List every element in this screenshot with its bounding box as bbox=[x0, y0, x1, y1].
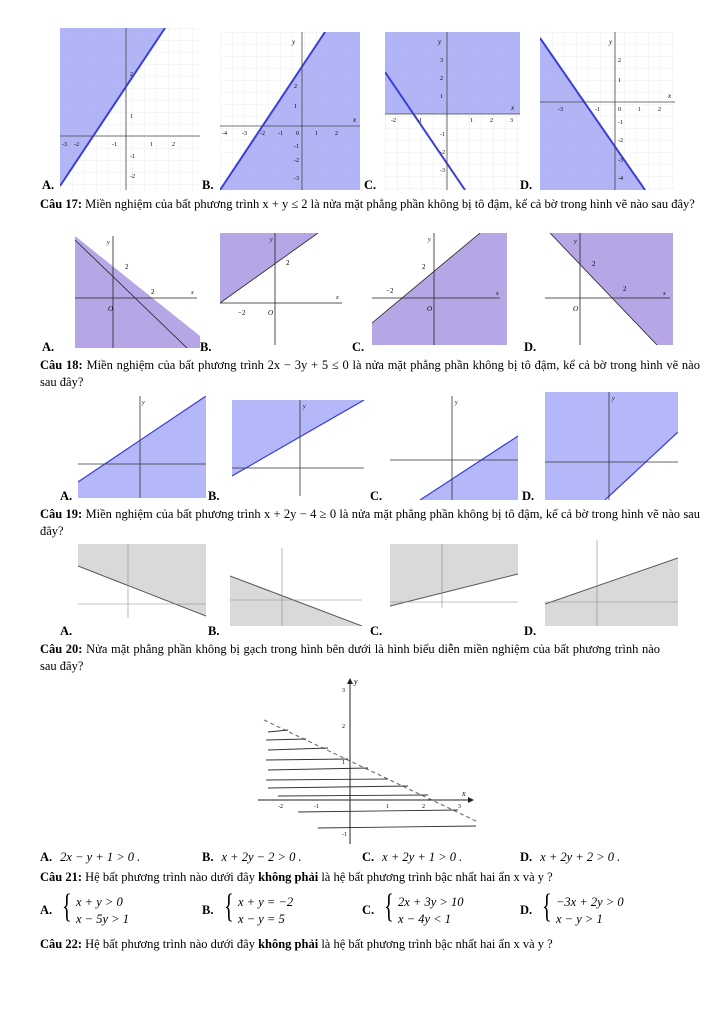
question-21-text-bold: không phải bbox=[258, 870, 319, 884]
svg-text:2: 2 bbox=[130, 72, 133, 78]
q19-label-a: A. bbox=[60, 624, 73, 638]
svg-text:2: 2 bbox=[125, 263, 129, 271]
question-17 bbox=[40, 196, 700, 213]
svg-text:-1: -1 bbox=[417, 118, 422, 124]
svg-text:y: y bbox=[428, 237, 431, 243]
svg-text:2: 2 bbox=[490, 118, 493, 124]
q20-answer-b-text: x + 2y − 2 > 0 . bbox=[221, 850, 302, 864]
svg-text:y: y bbox=[292, 38, 296, 46]
q17-label-d: D. bbox=[524, 340, 537, 354]
svg-text:y: y bbox=[303, 404, 306, 410]
svg-text:-4: -4 bbox=[618, 176, 623, 182]
svg-text:-3: -3 bbox=[440, 168, 445, 174]
svg-text:0: 0 bbox=[618, 107, 621, 113]
question-22-text-bold: không phải bbox=[258, 937, 319, 951]
graph-q19-c bbox=[390, 544, 518, 608]
svg-text:-1: -1 bbox=[130, 154, 135, 160]
graph-q18-a bbox=[78, 396, 206, 498]
graph-q17-b bbox=[220, 233, 345, 345]
row1-label-d: D. bbox=[520, 178, 533, 192]
svg-text:3: 3 bbox=[458, 804, 461, 810]
svg-text:-2: -2 bbox=[618, 138, 623, 144]
question-22-text-pre: Hệ bất phương trình nào dưới đây bbox=[85, 937, 255, 951]
question-20-label: Câu 20: bbox=[40, 642, 83, 656]
q21-answer-b bbox=[202, 888, 362, 930]
svg-text:y: y bbox=[354, 677, 358, 686]
svg-text:y: y bbox=[574, 239, 577, 245]
svg-text:1: 1 bbox=[315, 131, 318, 137]
q20-answer-c-label: C. bbox=[362, 850, 375, 864]
q18-label-a: A. bbox=[60, 489, 73, 503]
svg-text:2: 2 bbox=[618, 58, 621, 64]
question-21-text-pre: Hệ bất phương trình nào dưới đây bbox=[85, 870, 255, 884]
brace-icon: { bbox=[542, 888, 552, 925]
q21-answer-b-label: B. bbox=[202, 903, 214, 917]
question-18-text: Miền nghiệm của bất phương trình 2x − 3y + 5 ≤ 0 là nửa mặt phẳng phần không bị tô đậm, kể cả bờ trong hình vẽ nào sau đây? bbox=[40, 358, 700, 389]
svg-text:x: x bbox=[462, 789, 466, 798]
svg-text:-1: -1 bbox=[314, 804, 319, 810]
svg-text:-2: -2 bbox=[260, 131, 265, 137]
q20-answer-d-text: x + 2y + 2 > 0 . bbox=[540, 850, 621, 864]
q21-c-line2: x − 4y < 1 bbox=[398, 912, 451, 926]
q19-label-d: D. bbox=[524, 624, 537, 638]
q21-system-b bbox=[224, 888, 354, 930]
svg-text:2: 2 bbox=[151, 288, 155, 296]
svg-text:3: 3 bbox=[342, 688, 345, 694]
question-19 bbox=[40, 506, 700, 540]
svg-text:−2: −2 bbox=[386, 287, 394, 295]
svg-text:-2: -2 bbox=[278, 804, 283, 810]
q18-label-c: C. bbox=[370, 489, 383, 503]
svg-text:2: 2 bbox=[592, 260, 596, 268]
svg-text:x: x bbox=[191, 290, 194, 296]
q21-c-line1: 2x + 3y > 10 bbox=[398, 895, 464, 909]
svg-text:1: 1 bbox=[342, 760, 345, 766]
q21-d-line1: −3x + 2y > 0 bbox=[556, 895, 624, 909]
q20-answer-c bbox=[362, 850, 462, 865]
svg-text:2: 2 bbox=[658, 107, 661, 113]
q21-answer-c bbox=[362, 888, 522, 930]
q20-answer-a bbox=[40, 850, 140, 865]
svg-text:1: 1 bbox=[440, 94, 443, 100]
q21-system-c bbox=[384, 888, 514, 930]
svg-text:-2: -2 bbox=[391, 118, 396, 124]
svg-text:O: O bbox=[427, 305, 433, 313]
svg-text:y: y bbox=[107, 240, 110, 246]
graph-q20 bbox=[258, 676, 480, 846]
q21-answer-c-label: C. bbox=[362, 903, 375, 917]
svg-text:-4: -4 bbox=[222, 131, 227, 137]
brace-icon: { bbox=[384, 888, 394, 925]
svg-text:-1: -1 bbox=[112, 142, 117, 148]
question-20 bbox=[40, 641, 660, 675]
svg-text:1: 1 bbox=[130, 114, 133, 120]
row1-label-a: A. bbox=[42, 178, 55, 192]
graph-row1-a bbox=[60, 28, 200, 190]
svg-text:x: x bbox=[511, 104, 515, 112]
q20-answer-d-label: D. bbox=[520, 850, 533, 864]
svg-text:1: 1 bbox=[150, 142, 153, 148]
svg-text:-3: -3 bbox=[558, 107, 563, 113]
svg-text:2: 2 bbox=[422, 804, 425, 810]
svg-text:y: y bbox=[455, 400, 458, 406]
svg-text:3: 3 bbox=[510, 118, 513, 124]
svg-text:-2: -2 bbox=[294, 158, 299, 164]
svg-text:y: y bbox=[612, 396, 615, 402]
question-18 bbox=[40, 357, 700, 391]
svg-text:-3: -3 bbox=[62, 142, 67, 148]
q21-a-line2: x − 5y > 1 bbox=[76, 912, 129, 926]
svg-text:x: x bbox=[336, 295, 339, 301]
q21-b-line1: x + y = −2 bbox=[238, 895, 294, 909]
svg-text:x: x bbox=[353, 116, 357, 124]
svg-text:-2: -2 bbox=[130, 174, 135, 180]
svg-text:1: 1 bbox=[386, 804, 389, 810]
q21-answer-d-label: D. bbox=[520, 903, 533, 917]
svg-text:-3: -3 bbox=[618, 158, 623, 164]
graph-row1-c bbox=[385, 32, 520, 190]
q19-label-c: C. bbox=[370, 624, 383, 638]
svg-text:O: O bbox=[108, 305, 114, 313]
svg-text:1: 1 bbox=[294, 104, 297, 110]
svg-text:y: y bbox=[270, 237, 273, 243]
q19-label-b: B. bbox=[208, 624, 220, 638]
q17-label-a: A. bbox=[42, 340, 55, 354]
q20-answer-a-text: 2x − y + 1 > 0 . bbox=[60, 850, 141, 864]
question-22-label: Câu 22: bbox=[40, 937, 83, 951]
graph-q17-c bbox=[372, 233, 507, 345]
question-18-label: Câu 18: bbox=[40, 358, 83, 372]
question-21-text-post: là hệ bất phương trình bậc nhất hai ẩn x và y ? bbox=[321, 870, 553, 884]
q21-answer-a bbox=[40, 888, 210, 930]
svg-text:1: 1 bbox=[470, 118, 473, 124]
svg-text:2: 2 bbox=[172, 142, 175, 148]
q20-answer-b-label: B. bbox=[202, 850, 214, 864]
svg-text:2: 2 bbox=[440, 76, 443, 82]
q21-system-d bbox=[542, 888, 682, 930]
graph-q17-a bbox=[75, 236, 200, 348]
svg-text:x: x bbox=[496, 291, 499, 297]
q20-answer-a-label: A. bbox=[40, 850, 53, 864]
q21-system-a bbox=[62, 888, 202, 930]
svg-text:1: 1 bbox=[638, 107, 641, 113]
question-21-label: Câu 21: bbox=[40, 870, 83, 884]
svg-text:−2: −2 bbox=[238, 309, 246, 317]
svg-text:x: x bbox=[668, 92, 672, 100]
question-19-text: Miền nghiệm của bất phương trình x + 2y − 4 ≥ 0 là nửa mặt phẳng phần không bị tô đậm, kể cả bờ trong hình vẽ nào sau đây? bbox=[40, 507, 700, 538]
svg-text:y: y bbox=[609, 38, 613, 46]
svg-text:-2: -2 bbox=[74, 142, 79, 148]
svg-text:1: 1 bbox=[618, 78, 621, 84]
q17-label-c: C. bbox=[352, 340, 365, 354]
graph-q18-b bbox=[232, 400, 364, 496]
q21-b-line2: x − y = 5 bbox=[238, 912, 285, 926]
question-19-label: Câu 19: bbox=[40, 507, 83, 521]
question-22 bbox=[40, 936, 700, 953]
svg-text:2: 2 bbox=[342, 724, 345, 730]
q21-answer-d bbox=[520, 888, 690, 930]
question-17-text: Miền nghiệm của bất phương trình x + y ≤ 2 là nửa mặt phẳng phần không bị tô đậm, kể cả bờ trong hình vẽ nào sau đây? bbox=[85, 197, 695, 211]
graph-q17-d bbox=[545, 233, 673, 345]
q21-d-line2: x − y > 1 bbox=[556, 912, 603, 926]
svg-text:-1: -1 bbox=[294, 144, 299, 150]
graph-row1-d bbox=[540, 32, 675, 190]
svg-text:-3: -3 bbox=[242, 131, 247, 137]
graph-q19-b bbox=[230, 548, 362, 626]
question-21 bbox=[40, 869, 700, 886]
svg-text:-2: -2 bbox=[440, 150, 445, 156]
q17-label-b: B. bbox=[200, 340, 212, 354]
svg-text:-3: -3 bbox=[294, 176, 299, 182]
graph-row1-b bbox=[220, 32, 360, 190]
q20-answer-d bbox=[520, 850, 620, 865]
svg-text:2: 2 bbox=[422, 263, 426, 271]
question-17-label: Câu 17: bbox=[40, 197, 83, 211]
question-22-text-post: là hệ bất phương trình bậc nhất hai ẩn x và y ? bbox=[321, 937, 553, 951]
svg-text:2: 2 bbox=[335, 131, 338, 137]
q20-answer-c-text: x + 2y + 1 > 0 . bbox=[382, 850, 463, 864]
row1-label-c: C. bbox=[364, 178, 377, 192]
svg-text:2: 2 bbox=[623, 285, 627, 293]
brace-icon: { bbox=[224, 888, 234, 925]
svg-text:3: 3 bbox=[440, 58, 443, 64]
brace-icon: { bbox=[62, 888, 72, 925]
graph-q18-c bbox=[390, 396, 518, 500]
svg-text:y: y bbox=[142, 400, 145, 406]
q20-answer-b bbox=[202, 850, 302, 865]
row1-label-b: B. bbox=[202, 178, 214, 192]
svg-text:0: 0 bbox=[296, 131, 299, 137]
svg-text:-1: -1 bbox=[595, 107, 600, 113]
svg-text:-1: -1 bbox=[440, 132, 445, 138]
svg-text:2: 2 bbox=[286, 259, 290, 267]
svg-text:-1: -1 bbox=[342, 832, 347, 838]
graph-q19-a bbox=[78, 544, 206, 618]
svg-text:-1: -1 bbox=[618, 120, 623, 126]
graph-q18-d bbox=[545, 392, 678, 500]
q21-answer-a-label: A. bbox=[40, 903, 53, 917]
svg-text:O: O bbox=[573, 305, 579, 313]
svg-text:-1: -1 bbox=[278, 131, 283, 137]
graph-q19-d bbox=[545, 540, 678, 626]
svg-text:x: x bbox=[663, 291, 666, 297]
q21-a-line1: x + y > 0 bbox=[76, 895, 123, 909]
svg-text:O: O bbox=[268, 309, 274, 317]
q18-label-d: D. bbox=[522, 489, 535, 503]
q18-label-b: B. bbox=[208, 489, 220, 503]
svg-text:y: y bbox=[438, 38, 442, 46]
question-20-text: Nửa mặt phẳng phần không bị gạch trong hình bên dưới là hình biểu diễn miền nghiệm của bất phương trình nào sau đây? bbox=[40, 642, 660, 673]
svg-text:2: 2 bbox=[294, 84, 297, 90]
